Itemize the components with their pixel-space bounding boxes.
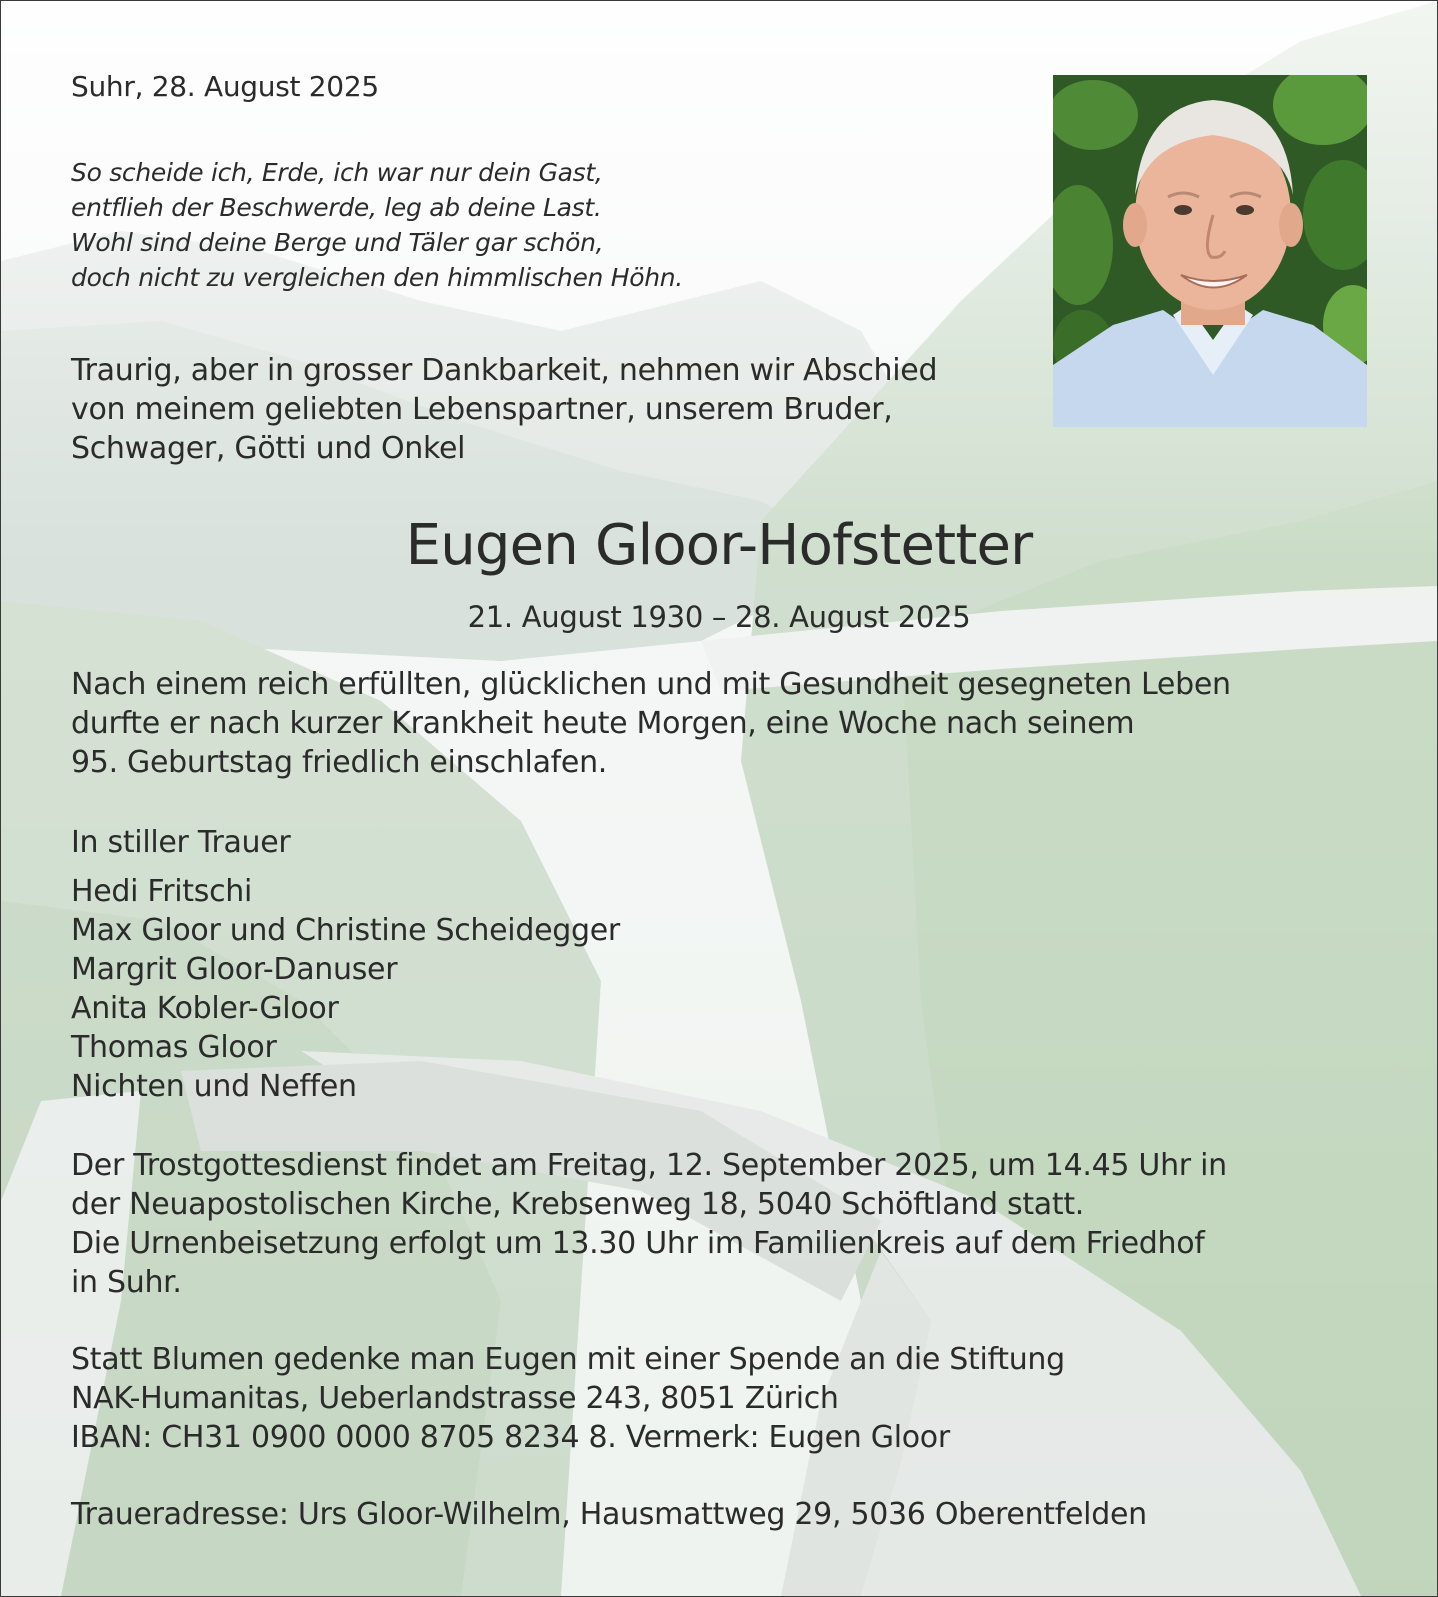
mourner-name: Margrit Gloor-Danuser xyxy=(71,952,398,987)
obituary-paragraph xyxy=(71,665,1231,782)
mourner-name: Max Gloor und Christine Scheidegger xyxy=(71,913,620,948)
intro-line: von meinem geliebten Lebenspartner, unserem Bruder, xyxy=(71,392,893,427)
place-date: Suhr, 28. August 2025 xyxy=(71,70,379,103)
mourning-address: Traueradresse: Urs Gloor-Wilhelm, Hausmattweg 29, 5036 Oberentfelden xyxy=(71,1497,1147,1532)
portrait-photo xyxy=(1053,75,1367,427)
poem xyxy=(71,155,683,295)
intro-line: Schwager, Götti und Onkel xyxy=(71,431,466,466)
donation-line: IBAN: CH31 0900 0000 8705 8234 8. Vermerk: Eugen Gloor xyxy=(71,1420,950,1455)
life-dates: 21. August 1930 – 28. August 2025 xyxy=(467,600,971,634)
obituary-line: Nach einem reich erfüllten, glücklichen und mit Gesundheit gesegneten Leben xyxy=(71,667,1231,702)
mourner-name: Nichten und Neffen xyxy=(71,1069,357,1104)
mourner-name: Hedi Fritschi xyxy=(71,874,253,909)
service-line: Die Urnenbeisetzung erfolgt um 13.30 Uhr im Familienkreis auf dem Friedhof xyxy=(71,1226,1205,1261)
donation-line: Statt Blumen gedenke man Eugen mit einer Spende an die Stiftung xyxy=(71,1342,1065,1377)
donation-paragraph xyxy=(71,1340,1065,1457)
poem-line: Wohl sind deine Berge und Täler gar schön, xyxy=(71,228,604,257)
mourner-name: Thomas Gloor xyxy=(71,1030,277,1065)
intro-paragraph xyxy=(71,351,937,468)
mourners-heading: In stiller Trauer xyxy=(71,825,291,860)
donation-line: NAK-Humanitas, Ueberlandstrasse 243, 8051 Zürich xyxy=(71,1381,839,1416)
poem-line: entflieh der Beschwerde, leg ab deine Last. xyxy=(71,193,602,222)
obituary-line: 95. Geburtstag friedlich einschlafen. xyxy=(71,745,608,780)
poem-line: doch nicht zu vergleichen den himmlischen Höhn. xyxy=(71,263,683,292)
intro-line: Traurig, aber in grosser Dankbarkeit, nehmen wir Abschied xyxy=(71,353,938,388)
service-line: in Suhr. xyxy=(71,1265,182,1300)
poem-line: So scheide ich, Erde, ich war nur dein Gast, xyxy=(71,158,603,187)
mourner-name: Anita Kobler-Gloor xyxy=(71,991,339,1026)
service-line: Der Trostgottesdienst findet am Freitag, 12. September 2025, um 14.45 Uhr in xyxy=(71,1148,1227,1183)
deceased-name: Eugen Gloor-Hofstetter xyxy=(405,513,1033,578)
service-paragraph xyxy=(71,1146,1227,1302)
obituary-line: durfte er nach kurzer Krankheit heute Morgen, eine Woche nach seinem xyxy=(71,706,1135,741)
mourners-list xyxy=(71,872,620,1106)
service-line: der Neuapostolischen Kirche, Krebsenweg 18, 5040 Schöftland statt. xyxy=(71,1187,1085,1222)
